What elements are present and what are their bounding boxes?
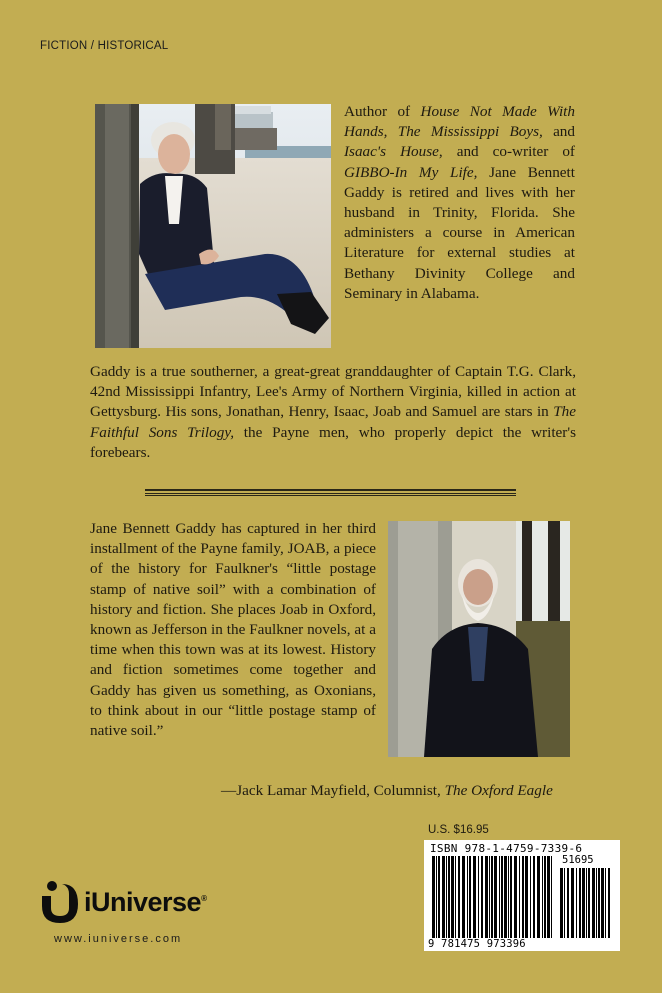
barcode-bar xyxy=(582,868,585,938)
barcode-bar xyxy=(564,868,565,938)
barcode-bar xyxy=(501,856,503,938)
barcode-bar xyxy=(485,856,488,938)
barcode-bar xyxy=(542,856,543,938)
barcode-bar xyxy=(442,856,445,938)
author-photo xyxy=(95,104,331,348)
barcode-bar xyxy=(448,856,450,938)
trilogy-title: The Faithful Sons Trilogy, xyxy=(90,403,576,441)
barcode-bar xyxy=(596,868,597,938)
barcode-bar xyxy=(598,868,600,938)
barcode-bar xyxy=(478,856,479,938)
book-title: House Not Made With Hands, xyxy=(344,103,575,141)
barcode-bar xyxy=(455,856,456,938)
ean-bars xyxy=(432,856,556,938)
barcode-bar xyxy=(576,868,577,938)
barcode-bar xyxy=(491,856,493,938)
barcode-bar xyxy=(547,856,550,938)
lineage-end: the Payne men, who properly depict the writer's forebears. xyxy=(90,423,577,461)
iuniverse-logo-icon xyxy=(40,880,80,924)
barcode-bar xyxy=(508,856,509,938)
barcode-bar xyxy=(494,856,497,938)
barcode-bar xyxy=(446,856,447,938)
divider-rule xyxy=(145,495,516,496)
barcode-bar xyxy=(481,856,483,938)
barcode-bar xyxy=(560,868,563,938)
price-label: U.S. $16.95 xyxy=(428,824,489,836)
publication-name: The Oxford Eagle xyxy=(444,782,553,799)
barcode-bar xyxy=(533,856,535,938)
barcode-bar xyxy=(544,856,546,938)
price-bars xyxy=(560,868,614,938)
barcode xyxy=(424,840,620,951)
barcode-bar xyxy=(519,856,520,938)
barcode-digits: 9 781475 973396 xyxy=(428,938,526,950)
attribution-text: —Jack Lamar Mayfield, Columnist, xyxy=(221,782,445,799)
barcode-bar xyxy=(571,868,574,938)
barcode-bar xyxy=(525,856,528,938)
reviewer-photo xyxy=(388,521,570,757)
review-attribution xyxy=(221,782,553,800)
barcode-bar xyxy=(436,856,437,938)
barcode-bar xyxy=(522,856,524,938)
price-code: 51695 xyxy=(562,854,594,866)
barcode-bar xyxy=(592,868,595,938)
barcode-bar xyxy=(579,868,581,938)
barcode-bar xyxy=(489,856,490,938)
barcode-bar xyxy=(473,856,476,938)
bio-separator xyxy=(387,123,397,140)
isbn-number: ISBN 978-1-4759-7339-6 xyxy=(430,842,583,855)
barcode-bar xyxy=(588,868,590,938)
bio-text: Jane Bennett Gaddy is retired and lives with her husband in Trinity, Florida. She administers a course in American Literature for external studies at Bethany Divinity College and Seminary in Alabama. xyxy=(344,163,575,302)
barcode-bar xyxy=(458,856,460,938)
divider-rule xyxy=(145,489,516,491)
barcode-bar xyxy=(537,856,540,938)
publisher-name xyxy=(84,887,206,918)
barcode-bar xyxy=(469,856,471,938)
author-bio xyxy=(344,102,575,304)
barcode-bar xyxy=(462,856,465,938)
divider-rule xyxy=(145,493,516,494)
book-title: The Mississippi Boys, xyxy=(397,123,543,141)
bio-separator: and xyxy=(542,123,575,141)
publisher-name-text: iUniverse xyxy=(84,886,202,917)
category-label: FICTION / HISTORICAL xyxy=(40,40,169,52)
author-lineage xyxy=(90,362,576,463)
publisher-url: www.iuniverse.com xyxy=(54,933,183,945)
registered-mark: ® xyxy=(201,893,207,903)
barcode-bar xyxy=(605,868,606,938)
barcode-bar xyxy=(530,856,531,938)
barcode-bar xyxy=(601,868,604,938)
barcode-bar xyxy=(551,856,552,938)
publisher-logo xyxy=(40,880,206,924)
barcode-bar xyxy=(451,856,454,938)
review-quote: Jane Bennett Gaddy has captured in her third installment of the Payne family, JOAB, a piece of the history for Faulkner's “little postage stamp of native soil” with a combination of history and fiction. She places Joab in Oxford, known as Jefferson in the Faulkner novels, at a time when this town was at its lowest. History and fiction sometimes come together and Gaddy has given us something, as Oxonians, to think about in our “little postage stamp of native soil.” xyxy=(90,520,376,740)
book-title: Isaac's House xyxy=(344,143,439,161)
barcode-bar xyxy=(467,856,468,938)
bio-separator: , and co-writer of xyxy=(438,143,575,161)
barcode-bar xyxy=(504,856,507,938)
barcode-bar xyxy=(567,868,569,938)
barcode-bar xyxy=(438,856,440,938)
barcode-bar xyxy=(586,868,587,938)
book-title: GIBBO-In My Life, xyxy=(344,163,478,181)
barcode-bar xyxy=(510,856,512,938)
barcode-bar xyxy=(608,868,610,938)
barcode-bar xyxy=(499,856,500,938)
barcode-bar xyxy=(432,856,435,938)
barcode-bar xyxy=(514,856,517,938)
bio-intro: Author of xyxy=(344,103,421,120)
lineage-text: Gaddy is a true southerner, a great-great granddaughter of Captain T.G. Clark, 42nd Mississippi Infantry, Lee's Army of Northern Virginia, killed in action at Gettysburg. His sons, Jonathan, Henry, Isaac, Joab and Samuel are stars in xyxy=(90,363,576,421)
